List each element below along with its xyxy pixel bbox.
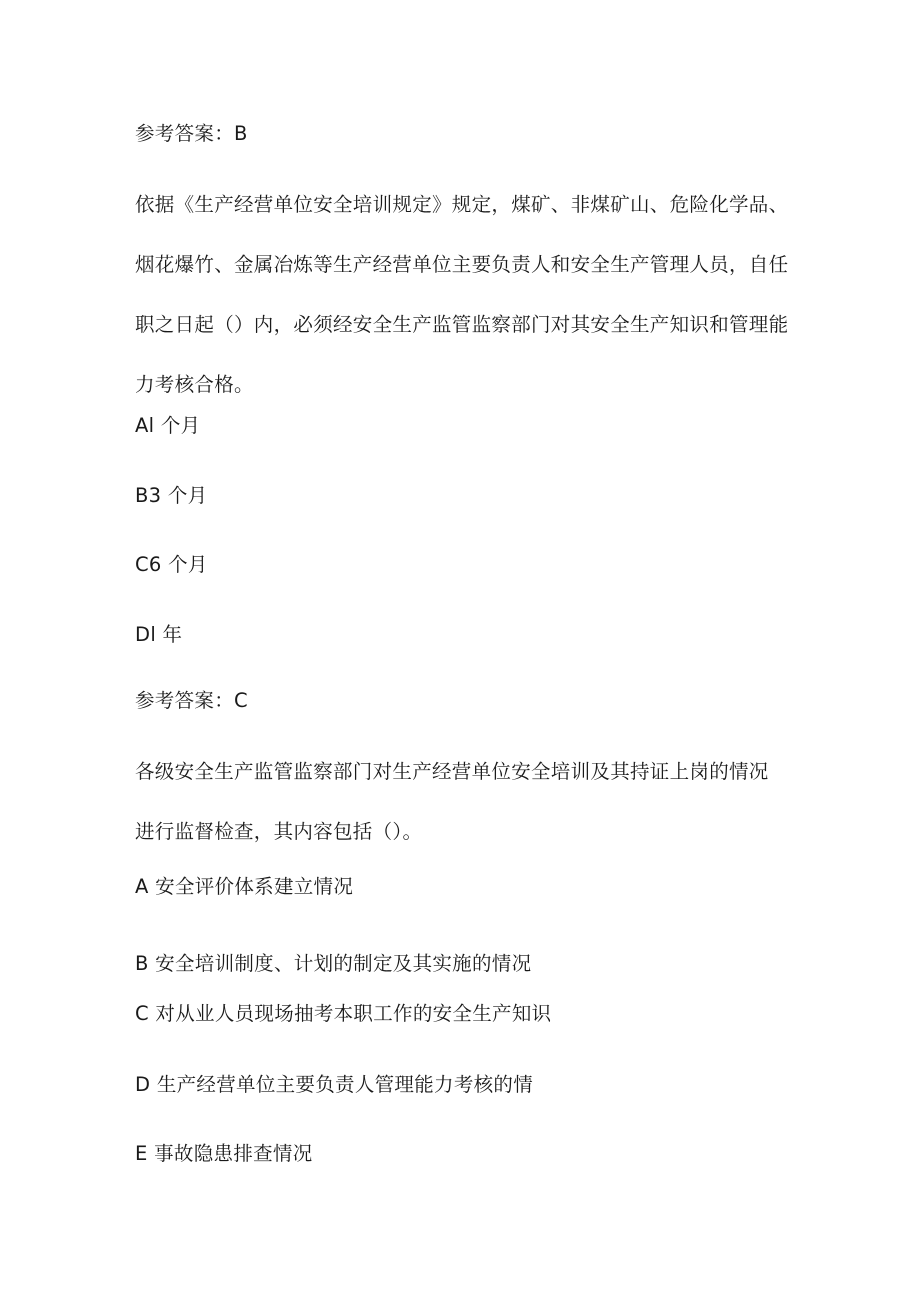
option-b: B3 个月 [135, 484, 208, 507]
question-line: 各级安全生产监管监察部门对生产经营单位安全培训及其持证上岗的情况 [135, 760, 769, 783]
question-line: 力考核合格。 [135, 373, 254, 396]
option-b: B 安全培训制度、计划的制定及其实施的情况 [135, 952, 532, 975]
option-a: A 安全评价体系建立情况 [135, 875, 354, 898]
option-d: Dl 年 [135, 623, 183, 646]
question-line: 依据《生产经营单位安全培训规定》规定，煤矿、非煤矿山、危险化学品、 [135, 193, 789, 216]
option-c: C6 个月 [135, 553, 208, 576]
question-line: 烟花爆竹、金属冶炼等生产经营单位主要负责人和安全生产管理人员，自任 [135, 253, 789, 276]
option-a: Al 个月 [135, 414, 201, 437]
option-c: C 对从业人员现场抽考本职工作的安全生产知识 [135, 1002, 552, 1025]
question-text [135, 175, 795, 415]
question-text [135, 742, 795, 862]
option-d: D 生产经营单位主要负责人管理能力考核的情 [135, 1073, 534, 1096]
option-e: E 事故隐患排查情况 [135, 1142, 313, 1165]
question-line: 进行监督检查，其内容包括（）。 [135, 820, 423, 843]
answer-line: 参考答案：B [135, 122, 248, 145]
question-line: 职之日起（）内，必须经安全生产监管监察部门对其安全生产知识和管理能 [135, 313, 789, 336]
answer-line: 参考答案：C [135, 689, 248, 712]
